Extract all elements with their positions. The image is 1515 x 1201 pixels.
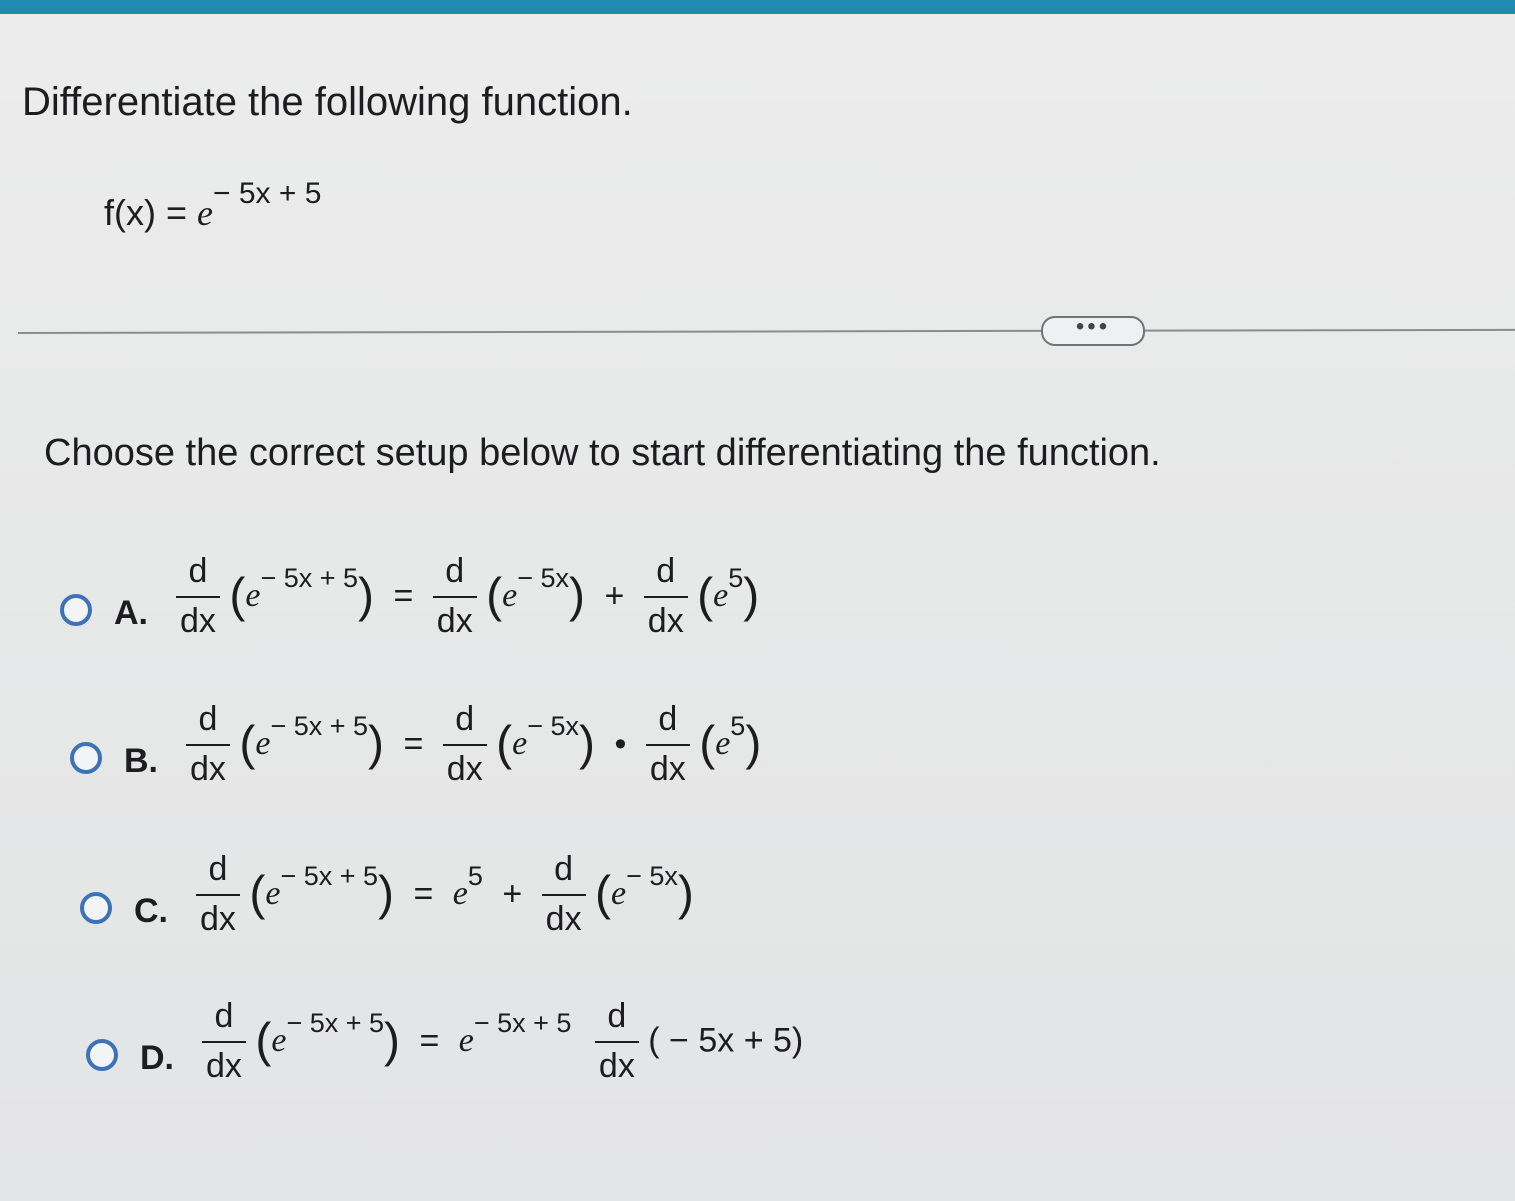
- math-symbol: e: [502, 577, 518, 614]
- math-symbol: =: [393, 576, 414, 615]
- option-c-operator: +: [502, 874, 523, 913]
- math-symbol: d: [196, 852, 240, 896]
- option-a-letter: A.: [114, 594, 148, 632]
- math-symbol: (: [697, 569, 714, 623]
- math-symbol: ): [677, 867, 694, 921]
- math-symbol: − 5x: [527, 710, 580, 741]
- question-instruction: Differentiate the following function.: [22, 80, 633, 124]
- math-symbol: d: [186, 702, 230, 746]
- math-symbol: d: [646, 702, 690, 746]
- math-symbol: (: [255, 1014, 272, 1068]
- section-divider: [18, 329, 1515, 334]
- math-symbol: ): [358, 569, 375, 623]
- derivative-operator: [595, 999, 639, 1083]
- derivative-operator: [196, 852, 240, 936]
- math-symbol: d: [443, 702, 487, 746]
- math-symbol: ): [579, 717, 596, 771]
- math-symbol: ): [569, 569, 586, 623]
- option-c[interactable]: [80, 852, 980, 962]
- function-definition: [104, 177, 322, 234]
- math-symbol: − 5x: [626, 860, 678, 891]
- math-symbol: 5: [730, 710, 746, 741]
- math-symbol: dx: [436, 602, 473, 640]
- math-symbol: d: [542, 852, 586, 896]
- math-symbol: (: [486, 569, 503, 623]
- function-base: e: [197, 193, 213, 233]
- math-symbol: d: [595, 999, 639, 1043]
- math-symbol: − 5x + 5: [473, 1007, 572, 1038]
- question-panel: [0, 14, 1515, 1201]
- math-symbol: dx: [206, 1047, 242, 1085]
- math-symbol: − 5x + 5: [270, 710, 369, 741]
- math-symbol: ): [743, 569, 760, 623]
- derivative-operator: [433, 554, 477, 638]
- math-symbol: e: [452, 875, 468, 912]
- math-symbol: ): [745, 717, 762, 771]
- derivative-operator: [186, 702, 230, 786]
- math-symbol: (: [595, 867, 612, 921]
- option-d[interactable]: [86, 999, 986, 1109]
- math-symbol: dx: [200, 900, 236, 938]
- math-symbol: − 5x: [517, 562, 570, 593]
- option-b-letter: B.: [124, 742, 158, 780]
- function-exponent: − 5x + 5: [213, 177, 322, 210]
- top-accent-bar: [0, 0, 1515, 14]
- derivative-operator: [646, 702, 690, 786]
- option-d-letter: D.: [140, 1039, 174, 1077]
- math-symbol: − 5x + 5: [286, 1007, 385, 1038]
- math-symbol: e: [713, 577, 729, 614]
- option-a-operator: +: [604, 576, 625, 615]
- question-prompt: Choose the correct setup below to start differentiating the function.: [44, 432, 1161, 474]
- option-c-letter: C.: [134, 892, 168, 930]
- math-symbol: (: [229, 569, 246, 623]
- math-symbol: − 5x + 5: [260, 562, 359, 593]
- option-a-radio[interactable]: [60, 594, 92, 626]
- math-symbol: 5: [467, 860, 483, 891]
- show-more-button[interactable]: •••: [1041, 316, 1145, 346]
- math-symbol: (: [699, 717, 716, 771]
- option-c-radio[interactable]: [80, 892, 112, 924]
- derivative-operator: [644, 554, 688, 638]
- derivative-operator: [202, 999, 246, 1083]
- math-symbol: e: [512, 725, 528, 762]
- math-symbol: dx: [446, 750, 483, 788]
- math-symbol: =: [419, 1021, 440, 1060]
- math-symbol: d: [202, 999, 246, 1043]
- option-b-operator: •: [614, 724, 627, 763]
- math-symbol: dx: [647, 602, 684, 640]
- math-symbol: dx: [649, 750, 686, 788]
- math-symbol: ): [368, 717, 385, 771]
- math-symbol: − 5x + 5: [280, 860, 379, 891]
- option-d-expression: [202, 999, 803, 1083]
- math-symbol: e: [715, 725, 731, 762]
- math-symbol: d: [644, 554, 688, 598]
- math-symbol: e: [271, 1022, 287, 1059]
- math-symbol: 5: [728, 562, 744, 593]
- math-symbol: (: [496, 717, 513, 771]
- math-symbol: ): [384, 1014, 401, 1068]
- math-symbol: e: [611, 875, 627, 912]
- function-lhs: f(x) =: [104, 192, 198, 233]
- option-d-inner: ( − 5x + 5): [648, 1021, 804, 1060]
- math-symbol: =: [403, 724, 424, 763]
- option-a[interactable]: [60, 554, 960, 664]
- option-c-expression: [196, 852, 694, 936]
- option-d-radio[interactable]: [86, 1039, 118, 1071]
- option-a-expression: [176, 554, 759, 638]
- math-symbol: e: [458, 1022, 474, 1059]
- math-symbol: d: [433, 554, 477, 598]
- math-symbol: dx: [190, 750, 226, 788]
- derivative-operator: [443, 702, 487, 786]
- derivative-operator: [542, 852, 586, 936]
- option-b-expression: [186, 702, 761, 786]
- math-symbol: e: [265, 875, 281, 912]
- math-symbol: (: [249, 867, 266, 921]
- math-symbol: ): [378, 867, 395, 921]
- option-b-radio[interactable]: [70, 742, 102, 774]
- option-b[interactable]: [70, 702, 970, 812]
- math-symbol: e: [245, 577, 261, 614]
- math-symbol: dx: [180, 602, 216, 640]
- math-symbol: e: [255, 725, 271, 762]
- derivative-operator: [176, 554, 220, 638]
- math-symbol: dx: [598, 1047, 635, 1085]
- math-symbol: =: [413, 874, 434, 913]
- math-symbol: d: [176, 554, 220, 598]
- math-symbol: (: [239, 717, 256, 771]
- math-symbol: dx: [545, 900, 582, 938]
